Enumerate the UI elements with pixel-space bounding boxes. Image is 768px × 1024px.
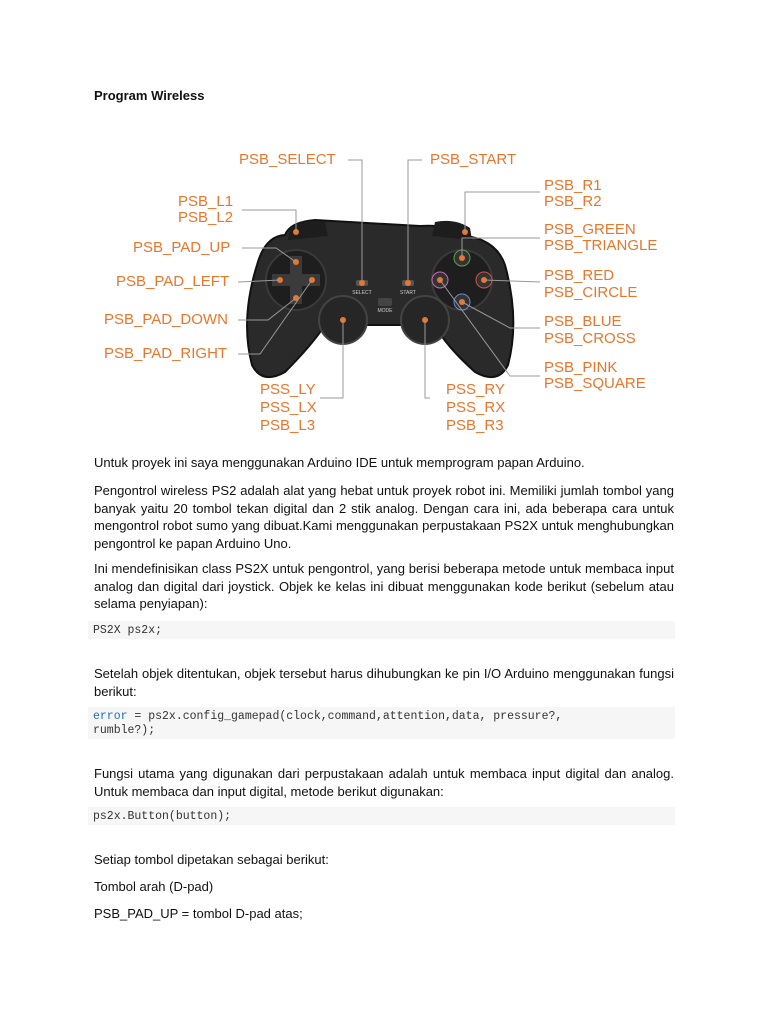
paragraph-mapping: Setiap tombol dipetakan sebagai berikut:	[94, 852, 329, 867]
section-heading: Tombol arah (D-pad)	[94, 879, 214, 894]
label-psb-r2: PSB_R2	[544, 193, 602, 210]
label-psb-select: PSB_SELECT	[239, 151, 336, 168]
code-block-declare	[88, 621, 675, 639]
label-psb-r3: PSB_R3	[446, 417, 504, 434]
label-pss-ry: PSS_RY	[446, 381, 505, 398]
label-pss-lx: PSS_LX	[260, 399, 317, 416]
paragraph-connect: Setelah objek ditentukan, objek tersebut harus dihubungkan ke pin I/O Arduino menggunakan fungsi berikut:	[94, 666, 674, 699]
code-keyword: error	[93, 710, 128, 723]
label-psb-pink: PSB_PINK	[544, 359, 618, 376]
label-psb-pad-up: PSB_PAD_UP	[133, 239, 231, 256]
ps2-controller-figure	[100, 140, 670, 440]
code-block-button	[88, 807, 675, 825]
start-button-label: START	[400, 290, 416, 296]
label-psb-blue: PSB_BLUE	[544, 313, 622, 330]
label-psb-l3: PSB_L3	[260, 417, 316, 434]
label-psb-pad-left: PSB_PAD_LEFT	[116, 273, 230, 290]
label-psb-green: PSB_GREEN	[544, 221, 636, 238]
paragraph-functions: Fungsi utama yang digunakan dari perpustakaan adalah untuk membaca input digital dan analog. Untuk membaca dan input digital, metode berikut digunakan:	[94, 766, 674, 799]
paragraph-intro: Untuk proyek ini saya menggunakan Arduino IDE untuk memprogram papan Arduino.	[94, 455, 585, 470]
label-psb-circle: PSB_CIRCLE	[544, 284, 638, 301]
label-psb-start: PSB_START	[430, 151, 517, 168]
label-psb-cross: PSB_CROSS	[544, 330, 636, 347]
code-line: ps2x.Button(button);	[93, 810, 232, 823]
label-psb-pad-right: PSB_PAD_RIGHT	[104, 345, 228, 362]
code-line: rumble?);	[93, 724, 156, 737]
label-psb-pad-down: PSB_PAD_DOWN	[104, 311, 228, 328]
label-psb-l1: PSB_L1	[178, 193, 234, 210]
label-psb-square: PSB_SQUARE	[544, 375, 646, 392]
label-psb-l2: PSB_L2	[178, 209, 234, 226]
paragraph-controller: Pengontrol wireless PS2 adalah alat yang hebat untuk proyek robot ini. Memiliki jumlah tombol yang banyak yaitu 20 tombol tekan digital dan 2 stik analog. Dengan cara ini, ada beberapa cara untuk mengontrol robot sumo yang dibuat.Kami menggunakan perpustakaan PS2X untuk menghubungkan pengontrol ke papan Arduino Uno.	[94, 483, 674, 551]
label-psb-r1: PSB_R1	[544, 177, 602, 194]
label-pss-rx: PSS_RX	[446, 399, 506, 416]
code-line: = ps2x.config_gamepad(clock,command,attention,data, pressure?,	[127, 710, 563, 723]
paragraph-pad-up: PSB_PAD_UP = tombol D-pad atas;	[94, 906, 303, 921]
code-block-config	[88, 707, 675, 739]
label-pss-ly: PSS_LY	[260, 381, 316, 398]
label-psb-triangle: PSB_TRIANGLE	[544, 237, 658, 254]
page-title: Program Wireless	[94, 88, 205, 103]
controller-icon	[238, 160, 540, 398]
select-button-label: SELECT	[352, 290, 372, 296]
label-psb-red: PSB_RED	[544, 267, 615, 284]
mode-button-label: MODE	[377, 308, 393, 314]
paragraph-class: Ini mendefinisikan class PS2X untuk pengontrol, yang berisi beberapa metode untuk membaca input analog dan digital dari joystick. Objek ke kelas ini dibuat menggunakan kode berikut (sebelum atau selama penyiapan):	[94, 561, 674, 611]
code-line: PS2X ps2x;	[93, 624, 163, 637]
